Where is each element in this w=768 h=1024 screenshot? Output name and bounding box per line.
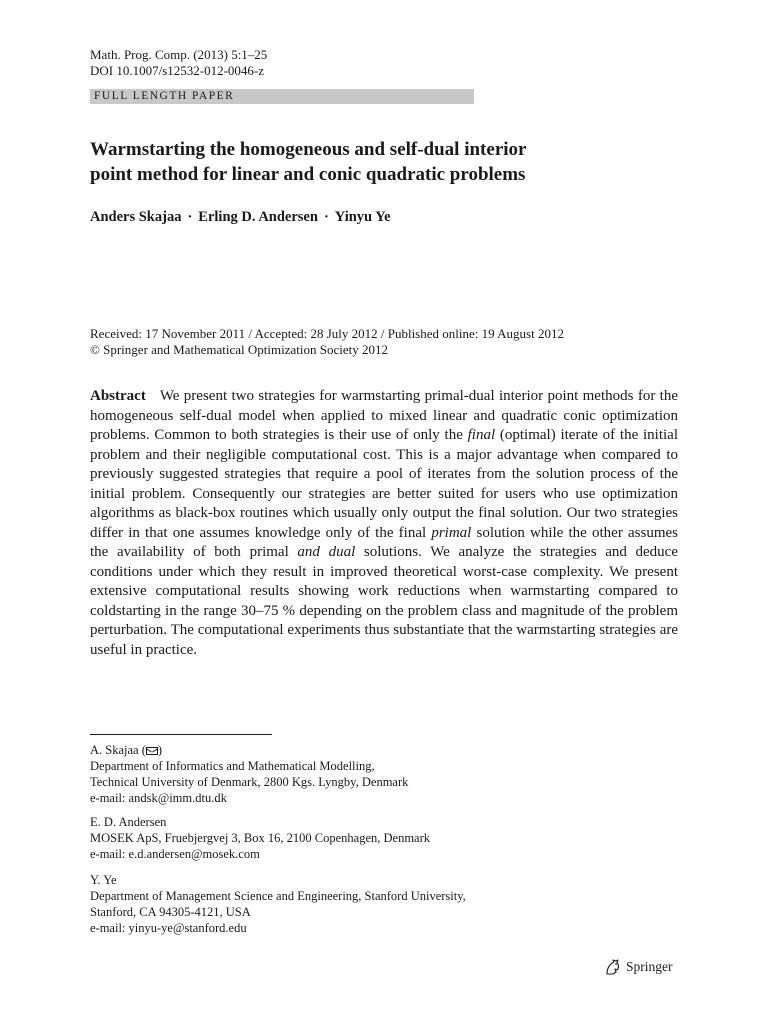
envelope-icon[interactable] [146,747,158,755]
abstract [90,387,678,660]
received-line: Received: 17 November 2011 / Accepted: 28 July 2012 / Published online: 19 August 2012 [90,326,564,341]
affiliation-andersen [90,814,430,862]
abstract-emphasis: and dual [297,544,356,560]
author-separator: · [323,209,329,225]
author-3: Yinyu Ye [334,209,391,225]
publisher-logo [604,958,673,976]
affiliation-ye [90,872,466,936]
journal-line: Math. Prog. Comp. (2013) 5:1–25 [90,47,268,62]
abstract-text: solutions. We analyze the strategies and deduce conditions under which they result in improved theoretical worst-case complexity. We present extensive computational results showing work reductions when warmstarting compared to coldstarting in the range 30–75 % depending on the problem class and magnitude of the problem perturbation. The computational experiments thus substantiate that the warmstarting strategies are useful in practice. [90,544,678,658]
affiliation-line: Stanford, CA 94305-4121, USA [90,905,251,919]
abstract-label: Abstract [90,388,146,404]
abstract-emphasis: primal [431,524,472,541]
title-line-1: Warmstarting the homogeneous and self-dual interior [90,139,527,160]
affiliation-line: Department of Informatics and Mathematical Modelling, [90,759,375,773]
affiliation-skajaa [90,742,408,806]
footnote-rule [90,734,272,735]
affiliation-name: Y. Ye [90,873,117,887]
affiliation-name: E. D. Andersen [90,815,167,829]
abstract-text: solution while the other assumes the availability of both primal [90,524,678,560]
author-separator: · [187,209,193,225]
doi-line: DOI 10.1007/s12532-012-0046-z [90,63,265,78]
author-1: Anders Skajaa [90,209,182,225]
affiliation-line: Technical University of Denmark, 2800 Kgs. Lyngby, Denmark [90,775,409,789]
affiliation-line: MOSEK ApS, Fruebjergvej 3, Box 16, 2100 Copenhagen, Denmark [90,831,431,845]
affiliation-email[interactable]: e-mail: e.d.andersen@mosek.com [90,847,260,861]
paper-title [90,137,690,187]
affiliation-email[interactable]: e-mail: andsk@imm.dtu.dk [90,791,227,805]
journal-citation [90,47,267,79]
author-list [90,209,391,226]
springer-horse-icon [604,958,622,976]
abstract-text: We present two strategies for warmstarting primal-dual interior point methods for the homogeneous self-dual model when applied to mixed linear and quadratic conic optimization problems. Common to both strategies is their use of only the [90,388,678,443]
publication-dates [90,326,564,358]
abstract-emphasis: final [467,427,496,443]
publisher-name: Springer [626,959,673,974]
affiliation-email[interactable]: e-mail: yinyu-ye@stanford.edu [90,921,247,935]
paper-type-banner: FULL LENGTH PAPER [90,89,474,104]
author-2: Erling D. Andersen [198,209,318,225]
abstract-text: (optimal) iterate of the initial problem and their negligible computational cost. This is a major advantage when compared to previously suggested strategies that require a pool of iterates from the solution process of the initial problem. Consequently our strategies are better suited for users who use optimization algorithms as black-box routines which usually only output the final solution. Our two strategies differ in that one assumes knowledge only of the final [90,427,678,541]
affiliation-line: Department of Management Science and Engineering, Stanford University, [90,889,466,903]
copyright-line: © Springer and Mathematical Optimization Society 2012 [90,342,388,357]
affiliation-name: A. Skajaa ( ) [90,743,163,757]
title-line-2: point method for linear and conic quadratic problems [90,164,526,185]
